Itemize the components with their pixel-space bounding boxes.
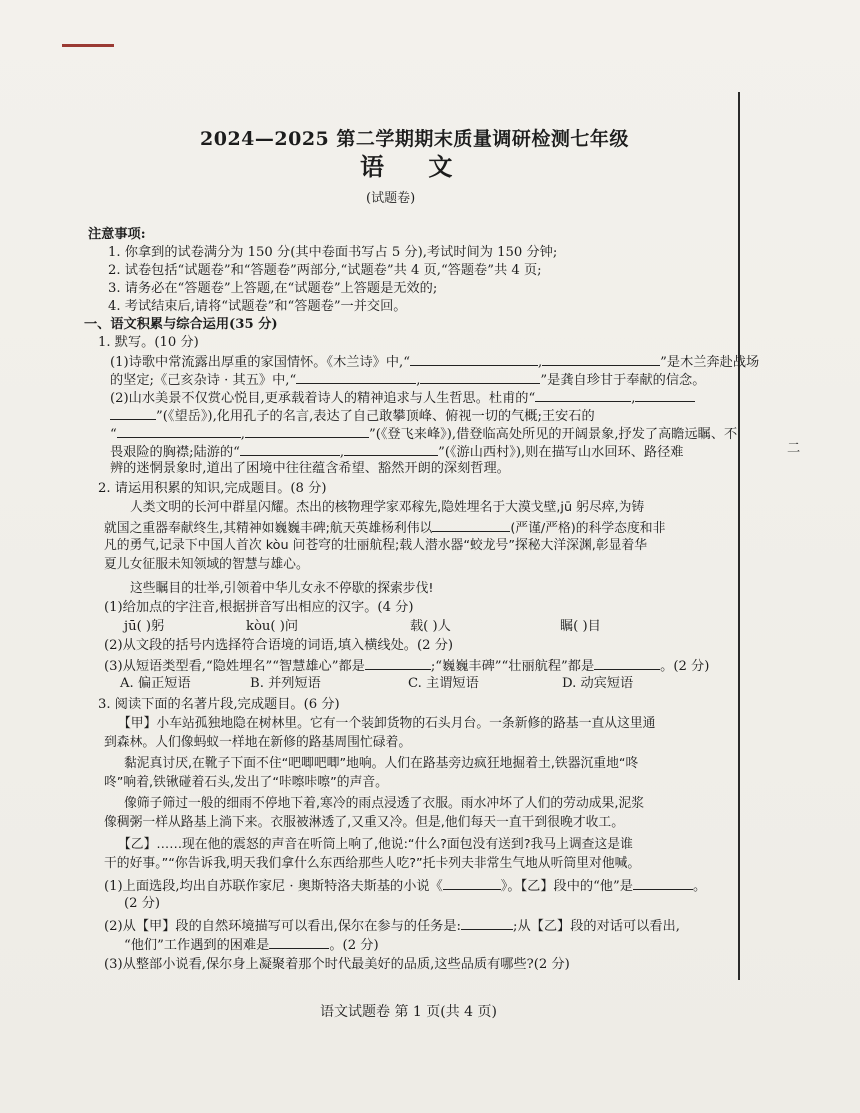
option: C. 主谓短语 — [408, 676, 479, 691]
sub-question: (3)从短语类型看,“隐姓埋名”“智慧雄心”都是 ;“巍巍丰碑”“壮丽航程”都是 。(2 分) — [104, 656, 709, 676]
answer-blank — [461, 916, 513, 930]
sub-question: (3)从整部小说看,保尔身上凝聚着那个时代最美好的品质,这些品质有哪些?(2 分) — [104, 957, 570, 972]
option: A. 偏正短语 — [120, 676, 191, 691]
answer-blank — [269, 935, 329, 949]
pinyin-item: 载( )人 — [410, 619, 451, 634]
excerpt-line: 干的好事。”“你告诉我,明天我们拿什么东西给那些人吃?”托卡列夫非常生气地从听筒里对他喊。 — [104, 856, 641, 871]
answer-blank — [365, 656, 431, 670]
excerpt-line: 【乙】……现在他的震怒的声音在听筒上响了,他说:“什么?面包没有送到?我马上调查这是谁 — [118, 837, 633, 852]
q1-line: ”(《望岳》),化用孔子的名言,表达了自己敢攀顶峰、俯视一切的气概;王安石的 — [110, 406, 595, 426]
question-title: 3. 阅读下面的名著片段,完成题目。(6 分) — [98, 697, 340, 712]
answer-blank — [240, 442, 340, 456]
margin-rule — [738, 92, 740, 980]
pinyin-item: 瞩( )目 — [560, 619, 601, 634]
binding-mark — [62, 44, 114, 47]
q1-line: 的坚定;《己亥杂诗 · 其五》中,“ , ”是龚自珍甘于奉献的信念。 — [110, 370, 705, 390]
exam-title: 2024—2025 第二学期期末质量调研检测七年级 — [200, 128, 629, 150]
section-heading: 一、语文积累与综合运用(35 分) — [84, 317, 278, 332]
option: D. 动宾短语 — [562, 676, 634, 691]
passage-line: 凡的勇气,记录下中国人首次 kòu 问苍穹的壮丽航程;载人潜水器“蛟龙号”探秘大洋深渊,彰显着华 — [104, 538, 648, 553]
answer-blank — [420, 370, 540, 384]
paper-type: (试题卷) — [366, 191, 416, 206]
note-item: 2. 试卷包括“试题卷”和“答题卷”两部分,“试题卷”共 4 页,“答题卷”共 4 页; — [108, 263, 542, 278]
question-title: 2. 请运用积累的知识,完成题目。(8 分) — [98, 481, 327, 496]
q1-line: 畏艰险的胸襟;陆游的“ , ”(《游山西村》),则在描写山水回环、路径难 — [110, 442, 683, 462]
notes-heading: 注意事项: — [88, 227, 146, 242]
answer-blank — [535, 388, 631, 402]
note-item: 1. 你拿到的试卷满分为 150 分(其中卷面书写占 5 分),考试时间为 150 分钟; — [108, 245, 558, 260]
answer-blank — [633, 876, 693, 890]
note-item: 4. 考试结束后,请将“试题卷”和“答题卷”一并交回。 — [108, 299, 407, 314]
sub-question: (2)从【甲】段的自然环境描写可以看出,保尔在参与的任务是: ;从【乙】段的对话可以看出, — [104, 916, 680, 936]
passage-line: 这些瞩目的壮举,引领着中华儿女永不停歇的探索步伐! — [130, 581, 434, 596]
passage-line: 夏儿女征服未知领域的智慧与雄心。 — [104, 557, 309, 572]
side-mark: 二 — [787, 441, 801, 456]
q1-line: (1)诗歌中常流露出厚重的家国情怀。《木兰诗》中,“ , ”是木兰奔赴战场 — [110, 352, 759, 372]
pinyin-item: jū( )躬 — [124, 619, 165, 634]
answer-blank — [110, 406, 156, 420]
subject-title: 语 文 — [360, 152, 471, 181]
passage-line: 就国之重器奉献终生,其精神如巍巍丰碑;航天英雄杨利伟以 (严谨/严格)的科学态度和非 — [104, 518, 665, 538]
answer-blank — [542, 352, 660, 366]
q1-line: 辨的迷惘景象时,道出了困境中往往蕴含希望、豁然开朗的深刻哲理。 — [110, 461, 510, 476]
score-note: (2 分) — [124, 896, 161, 911]
answer-blank — [635, 388, 695, 402]
answer-blank — [117, 424, 241, 438]
excerpt-line: 到森林。人们像蚂蚁一样地在新修的路基周围忙碌着。 — [104, 735, 412, 750]
sub-question: (2)从文段的括号内选择符合语境的词语,填入横线处。(2 分) — [104, 638, 454, 653]
answer-blank — [296, 370, 416, 384]
answer-blank — [432, 518, 510, 532]
note-item: 3. 请务必在“答题卷”上答题,在“试题卷”上答题是无效的; — [108, 281, 438, 296]
excerpt-line: 黏泥真讨厌,在靴子下面不住“吧唧吧唧”地响。人们在路基旁边疯狂地掘着土,铁器沉重地“咚 — [124, 756, 639, 771]
question-title: 1. 默写。(10 分) — [98, 335, 199, 350]
excerpt-line: 【甲】小车站孤独地隐在树林里。它有一个装卸货物的石头月台。一条新修的路基一直从这里通 — [118, 716, 656, 731]
pinyin-item: kòu( )问 — [246, 619, 299, 634]
sub-question: (1)给加点的字注音,根据拼音写出相应的汉字。(4 分) — [104, 600, 414, 615]
q1-line: “ , ”(《登飞来峰》),借登临高处所见的开阔景象,抒发了高瞻远瞩、不 — [110, 424, 737, 444]
excerpt-line: 咚”响着,铁锹碰着石头,发出了“咔嚓咔嚓”的声音。 — [104, 775, 388, 790]
excerpt-line: 像稠粥一样从路基上淌下来。衣服被淋透了,又重又冷。但是,他们每天一直干到很晚才收工。 — [104, 815, 625, 830]
page-footer: 语文试题卷 第 1 页(共 4 页) — [320, 1004, 497, 1020]
sub-question: “他们”工作遇到的困难是 。(2 分) — [124, 935, 379, 955]
answer-blank — [245, 424, 369, 438]
answer-blank — [594, 656, 660, 670]
passage-line: 人类文明的长河中群星闪耀。杰出的核物理学家邓稼先,隐姓埋名于大漠戈壁,jū 躬尽瘁,为铸 — [130, 500, 645, 515]
answer-blank — [443, 876, 501, 890]
excerpt-line: 像筛子筛过一般的细雨不停地下着,寒冷的雨点浸透了衣服。雨水冲坏了人们的劳动成果,泥浆 — [124, 796, 645, 811]
option: B. 并列短语 — [250, 676, 321, 691]
answer-blank — [344, 442, 438, 456]
answer-blank — [410, 352, 538, 366]
sub-question: (1)上面选段,均出自苏联作家尼 · 奥斯特洛夫斯基的小说《 》。【乙】段中的“他”是 。 — [104, 876, 706, 896]
q1-line: (2)山水美景不仅赏心悦目,更承载着诗人的精神追求与人生哲思。杜甫的“ , — [110, 388, 695, 408]
